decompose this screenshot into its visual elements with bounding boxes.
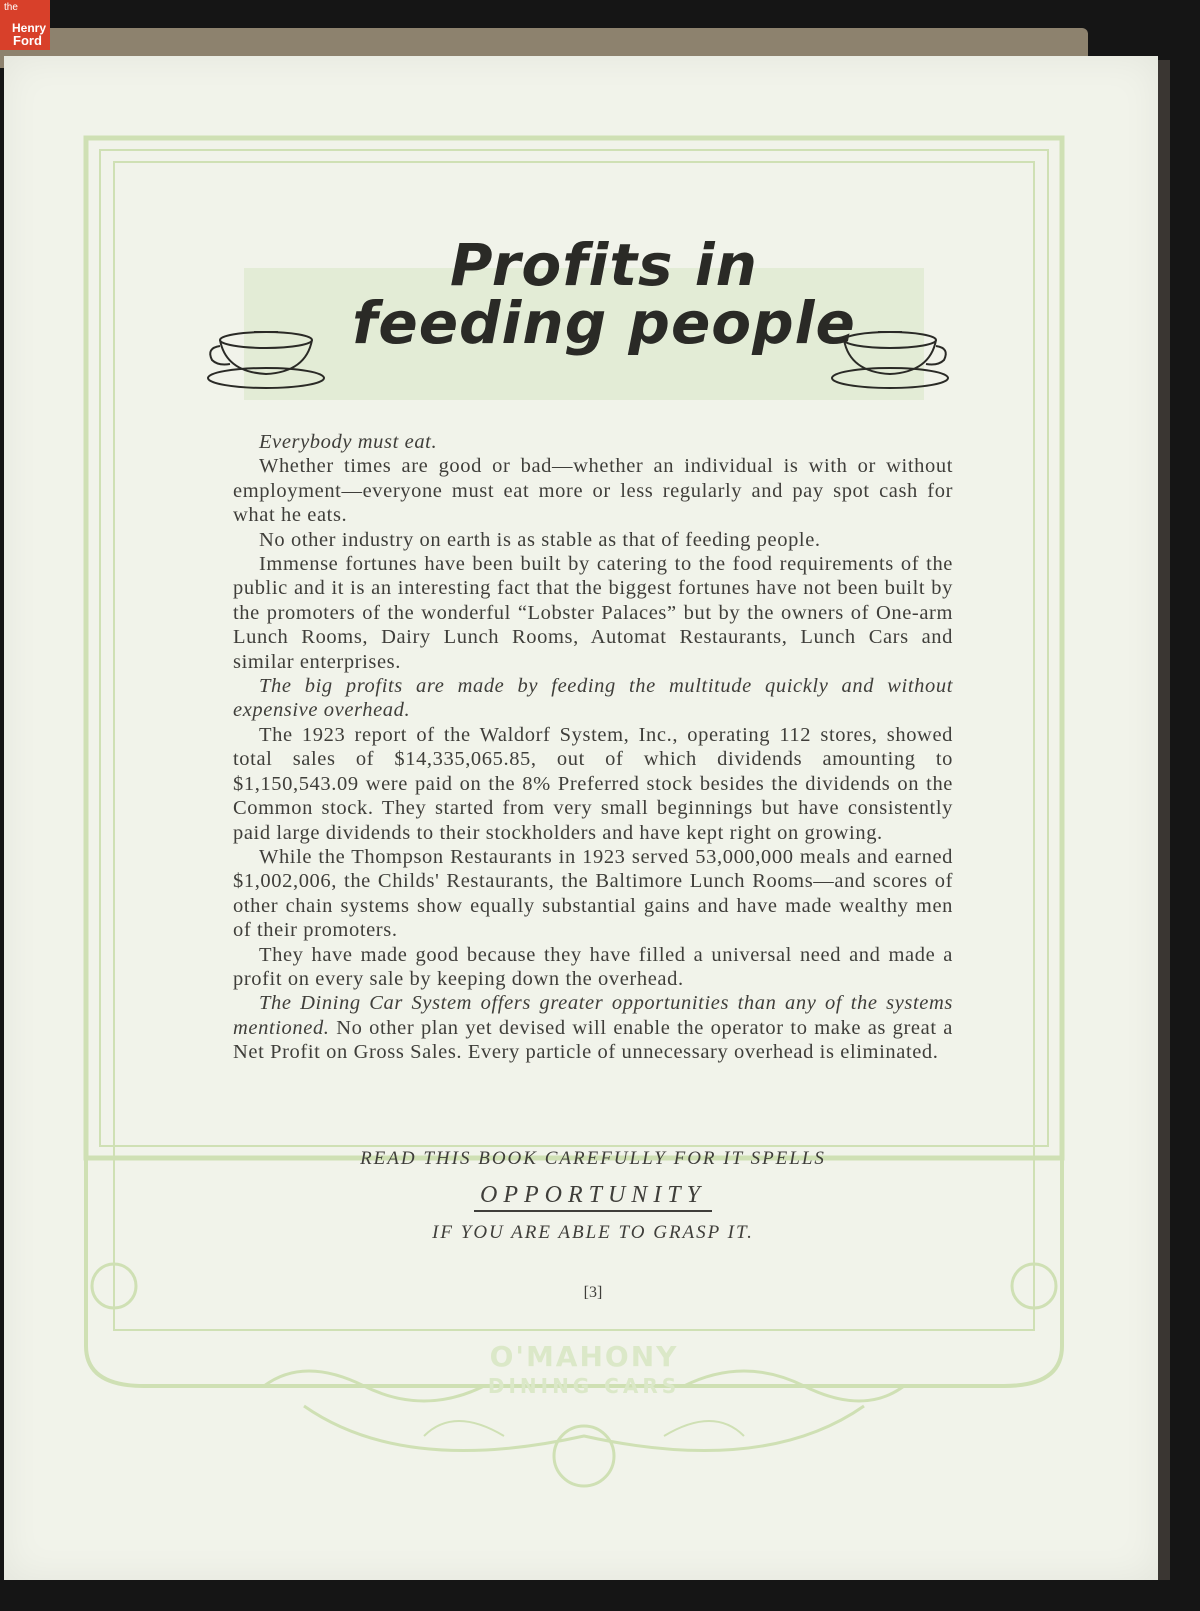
logo-line-2: Henry [12,21,47,35]
paragraph-6: The 1923 report of the Waldorf System, Inc., operating 112 stores, showed total sales of $14,335,065.85, out of which dividends amounting to $1,150,543.09 were paid on the 8% Preferred stock besides the dividends on the Common stock. They started from very small beginnings but have consistently paid large dividends to their stockholders and have kept right on growing. [233,723,953,844]
page-number: [3] [583,1284,603,1301]
paragraph-5: The big profits are made by feeding the multitude quickly and without expensive overhead. [233,675,953,722]
logo-line-1: the [4,2,18,13]
teacup-left-icon [204,326,328,392]
paragraph-8: They have made good because they have filled a universal need and made a profit on every sale by keeping down the overhead. [233,943,953,990]
paragraph-3: No other industry on earth is as stable as that of feeding people. [259,528,821,551]
paragraph-9 [233,991,953,1064]
watermark-line-1: O'MAHONY [489,1340,679,1373]
document-page [4,56,1158,1580]
closing-line-3: IF YOU ARE ABLE TO GRASP IT. [432,1222,754,1243]
closing-line-1: READ THIS BOOK CAREFULLY FOR IT SPELLS [360,1148,826,1169]
closing-line-2 [233,1182,953,1209]
logo-line-3: Ford [13,33,42,48]
paragraph-2: Whether times are good or bad—whether an individual is with or without employment—everyone must eat more or less regularly and pay spot cash for what he eats. [233,455,953,527]
page-title [344,231,864,357]
title-line-2: feeding people [352,289,856,357]
henry-ford-logo [0,0,50,50]
paragraph-4: Immense fortunes have been built by catering to the food requirements of the public and it is an interesting fact that the biggest fortunes have not been built by the promoters of the wonderful “Lobster Palaces” but by the owners of One-arm Lunch Rooms, Dairy Lunch Rooms, Automat Restaurants, Lunch Cars and similar enterprises. [233,553,953,673]
teacup-right-icon [828,326,952,392]
title-line-1: Profits in [450,231,758,299]
opportunity-text: OPPORTUNITY [474,1182,712,1212]
paragraph-1: Everybody must eat. [259,431,438,453]
watermark-line-2: DINING CARS [487,1374,681,1398]
paragraph-7: While the Thompson Restaurants in 1923 served 53,000,000 meals and earned $1,002,006, the Childs' Restaurants, the Baltimore Lunch Rooms—and scores of other chain systems show equally substantial gains and have made wealthy men of their promoters. [233,845,953,942]
paragraph-9-italic: The Dining Car System offers greater opportunities than any of the systems mentioned. [233,992,953,1039]
paragraph-9-normal: No other plan yet devised will enable the operator to make as great a Net Profit on Gross Sales. Every particle of unnecessary overhead is eliminated. [233,1016,953,1064]
body-text [233,430,953,1065]
